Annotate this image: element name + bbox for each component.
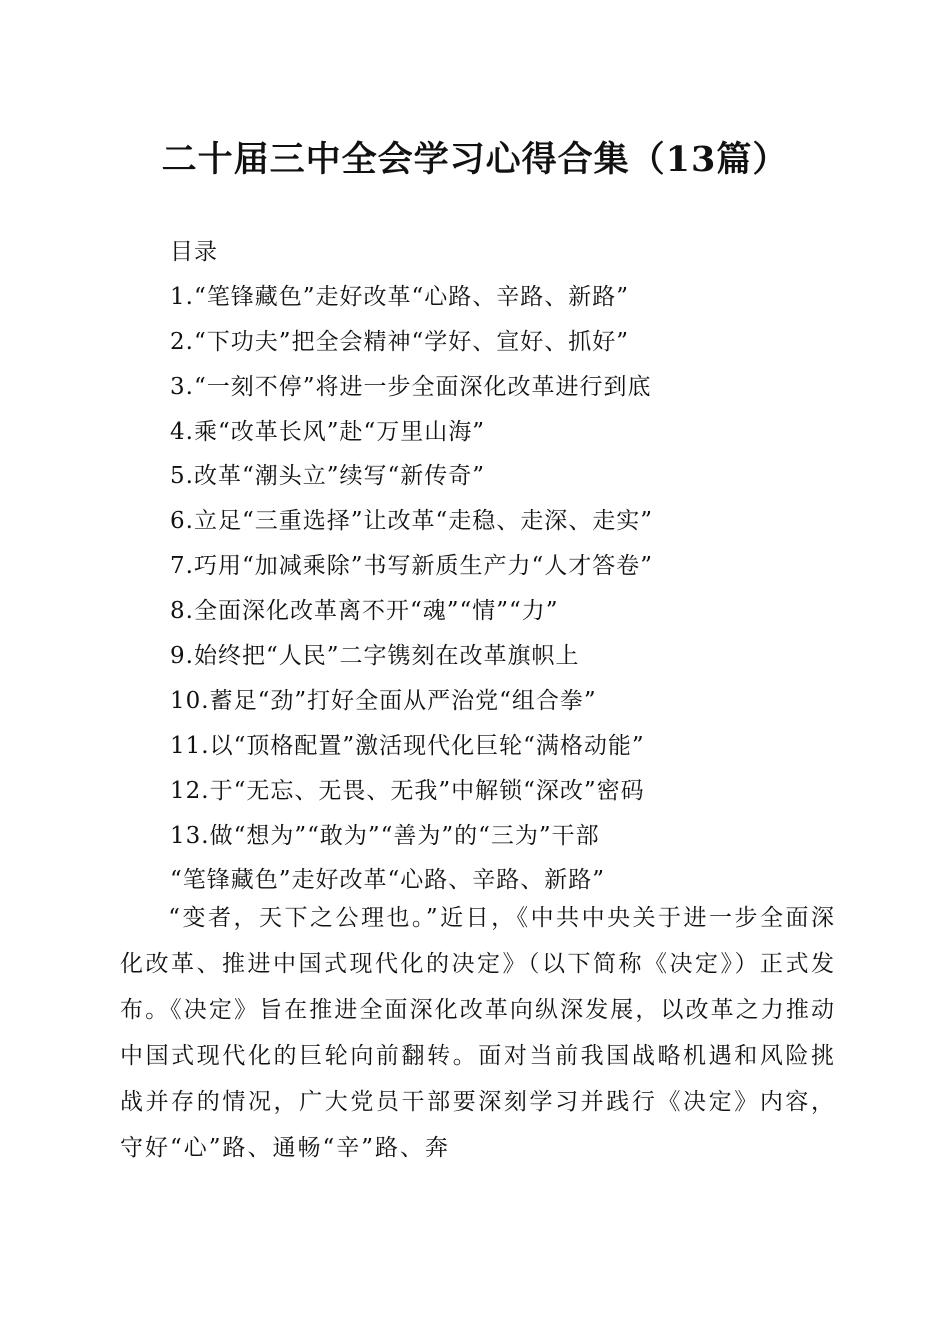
toc-item: 8.全面深化改革离不开“魂”“情”“力” <box>170 598 559 625</box>
toc-item: 7.巧用“加减乘除”书写新质生产力“人才答卷” <box>170 553 653 580</box>
toc-item: 13.做“想为”“敢为”“善为”的“三为”干部 <box>170 822 600 849</box>
toc-item: 5.改革“潮头立”续写“新传奇” <box>170 463 485 490</box>
section-heading: “笔锋藏色”走好改革“心路、辛路、新路” <box>170 867 606 894</box>
document-title: 二十届三中全会学习心得合集（13篇） <box>161 139 789 180</box>
toc-item: 6.立足“三重选择”让改革“走稳、走深、走实” <box>170 508 653 535</box>
table-of-contents <box>170 230 810 903</box>
toc-item: 10.蓄足“劲”打好全面从严治党“组合拳” <box>170 687 597 714</box>
toc-item: 4.乘“改革长风”赴“万里山海” <box>170 418 485 445</box>
toc-item: 3.“一刻不停”将进一步全面深化改革进行到底 <box>170 373 652 400</box>
body-paragraph: “变者，天下之公理也。”近日，《中共中央关于进一步全面深化改革、推进中国式现代化的决定》（以下简称《决定》）正式发布。《决定》旨在推进全面深化改革向纵深发展，以改革之力推动中国式现代化的巨轮向前翻转。面对当前我国战略机遇和风险挑战并存的情况，广大党员干部要深刻学习并践行《决定》内容，守好“心”路、通畅“辛”路、奔 <box>120 905 836 1161</box>
toc-item: 1.“笔锋藏色”走好改革“心路、辛路、新路” <box>170 283 629 310</box>
toc-item: 2.“下功夫”把全会精神“学好、宣好、抓好” <box>170 328 629 355</box>
toc-item: 12.于“无忘、无畏、无我”中解锁“深改”密码 <box>170 777 645 804</box>
toc-item: 11.以“顶格配置”激活现代化巨轮“满格动能” <box>170 732 645 759</box>
toc-item: 9.始终把“人民”二字镌刻在改革旗帜上 <box>170 643 580 670</box>
toc-heading: 目录 <box>170 239 218 265</box>
